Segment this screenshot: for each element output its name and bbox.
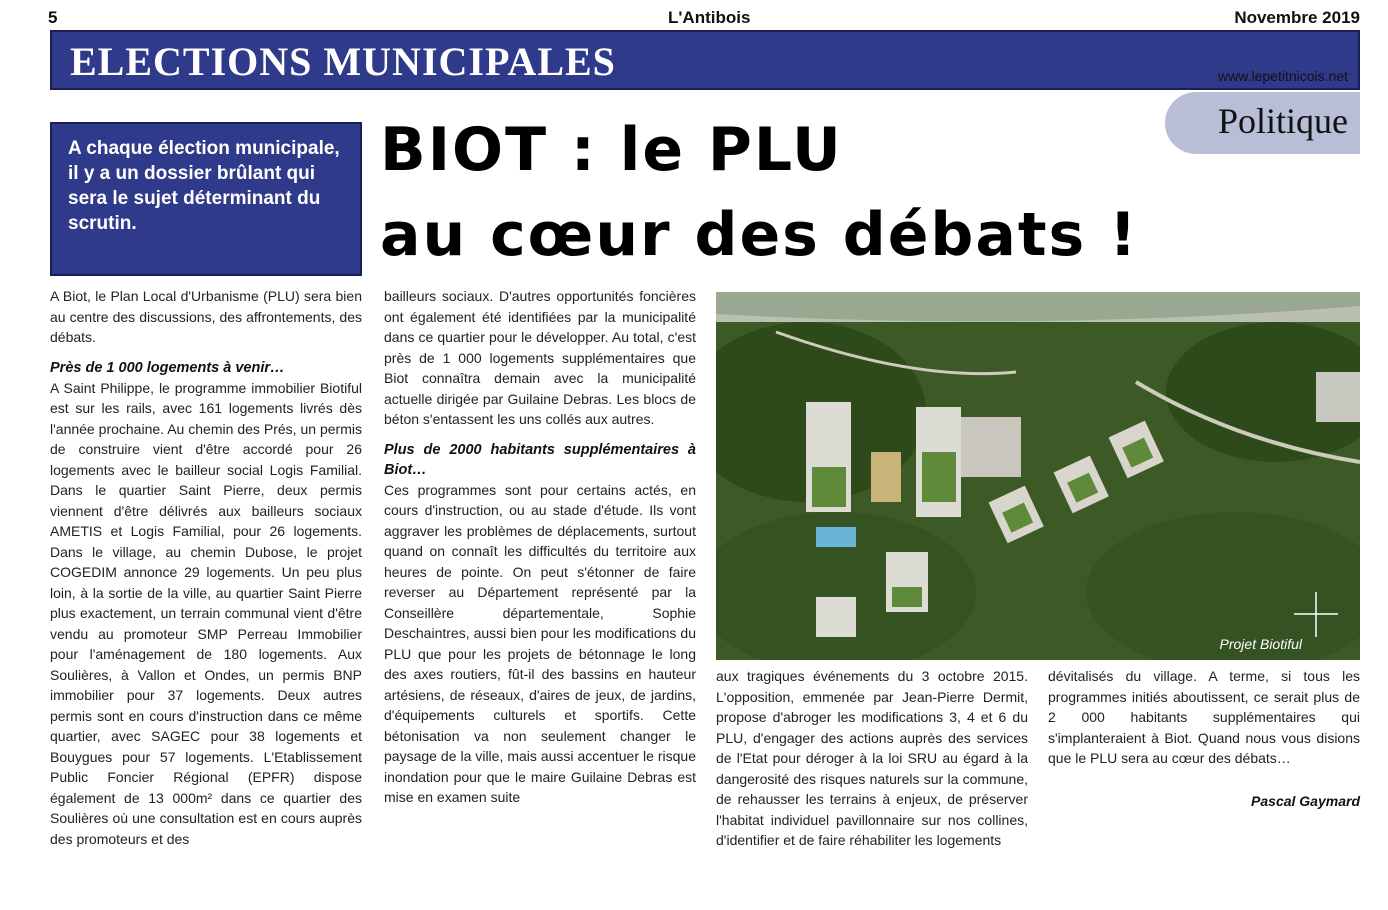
article-column-1 <box>50 286 362 859</box>
paper-name: L'Antibois <box>668 8 751 27</box>
paragraph: aux tragiques événements du 3 octobre 2015. L'opposition, emmenée par Jean-Pierre Dermit, propose d'abroger les modifications 3, 4 et 6 du PLU, d'engager des actions auprès des services de l'Etat pour déroger à la loi SRU au égard à la dangerosité des risques naturels sur la commune, de rehausser les terrains à enjeux, de préserver l'habitat individuel pavillonnaire sur nos collines, d'identifier et de faire réhabiliter les logements <box>716 668 1028 848</box>
subheading: Plus de 2000 habitants supplémentaires à Biot… <box>384 441 696 478</box>
subheading: Près de 1 000 logements à venir… <box>50 359 285 376</box>
paragraph: A Saint Philippe, le programme immobilier Biotiful est sur les rails, avec 161 logements livrés dès l'année prochaine. Au chemin des Prés, un permis de construire vient d'être accordé pour 26 logements avec le bailleur social Logis Familial. Dans le quartier Saint Pierre, deux permis viennent d'être délivrés aux bailleurs sociaux AMETIS et Logis Familial, pour 26 logements. Dans le village, au chemin Dubose, le projet COGEDIM annonce 29 logements. Un peu plus loin, à la sortie de la ville, au quartier Saint Pierre plus exactement, un terrain communal vient d'être vendu au promoteur SMP Perreau Immobilier pour l'aménagement de 180 logements. Aux Soulières, à Vallon et Ondes, un permis BNP immobilier pour 37 logements. Deux autres permis sont en cours d'instruction dans ce même quartier, avec SAGEC pour 38 logements et Bouygues pour 57 logements. L'Etablissement Public Foncier Régional (EPFR) dispose également de 13 000m² dans ce quartier des Soulières où une consultation est en cours auprès des promoteurs et des <box>50 379 362 847</box>
site-url: www.lepetitnicois.net <box>1218 68 1348 84</box>
rubric-label: Politique <box>1217 101 1348 141</box>
intro-text: A chaque élection municipale, il y a un dossier brûlant qui sera le sujet déterminant du scrutin. <box>68 138 340 234</box>
rubric-tab <box>1165 92 1360 154</box>
article-column-2 <box>384 286 696 818</box>
section-title: ELECTIONS MUNICIPALES <box>70 39 616 84</box>
section-banner <box>50 30 1360 90</box>
paragraph: bailleurs sociaux. D'autres opportunités foncières ont également été identifiées par la municipalité dans ce quartier pour le développer. Au total, c'est près de 1 000 logements supplémentaires que Biot connaîtra demain avec la municipalité actuelle dirigée par Guilaine Debras. Les blocs de béton s'entassent les uns collés aux autres. <box>384 288 696 427</box>
paragraph: Ces programmes sont pour certains actés, en cours d'instruction, ou au stade d'étude. Ils vont aggraver les problèmes de déplacements, surtout quand on connaît les difficultés du territoire aux heures de pointe. On peut s'étonner de faire reverser au Département représenté par la Conseillère départementale, Sophie Deschaintres, aussi bien pour les modifications du PLU que pour les projets de bétonnage le long des axes routiers, fût-il des bassins en hauteur artésiens, de réseaux, d'aires de jeux, de jardins, d'équipements culturels et sportifs. Cette bétonisation va non seulement changer le paysage de la ville, mais aussi accentuer le risque inondation pour que le maire Guilaine Debras est mise en examen suite <box>384 481 696 805</box>
article-column-4 <box>1048 666 1360 811</box>
intro-box <box>50 122 362 276</box>
article-column-3 <box>716 666 1028 861</box>
issue-date: Novembre 2019 <box>1234 8 1360 27</box>
page-number: 5 <box>48 8 58 27</box>
headline-line-2: au cœur des débats ! <box>380 200 1139 270</box>
article-headline <box>380 108 1160 278</box>
aerial-view-illustration <box>716 292 1360 660</box>
author-signature: Pascal Gaymard <box>1251 792 1360 809</box>
photo-caption: Projet Biotiful <box>1219 636 1302 652</box>
page-header-strip <box>48 8 1360 30</box>
aerial-project-photo <box>716 292 1360 660</box>
headline-line-1: BIOT : le PLU <box>380 115 843 185</box>
paragraph: A Biot, le Plan Local d'Urbanisme (PLU) sera bien au centre des discussions, des affrontements, des débats. <box>50 288 362 345</box>
paragraph: dévitalisés du village. A terme, si tous les programmes initiés aboutissent, ce serait plus de 2 000 habitants supplémentaires qui s'implanteraient à Biot. Quand nous vous disions que le PLU sera au cœur des débats… <box>1048 668 1360 766</box>
